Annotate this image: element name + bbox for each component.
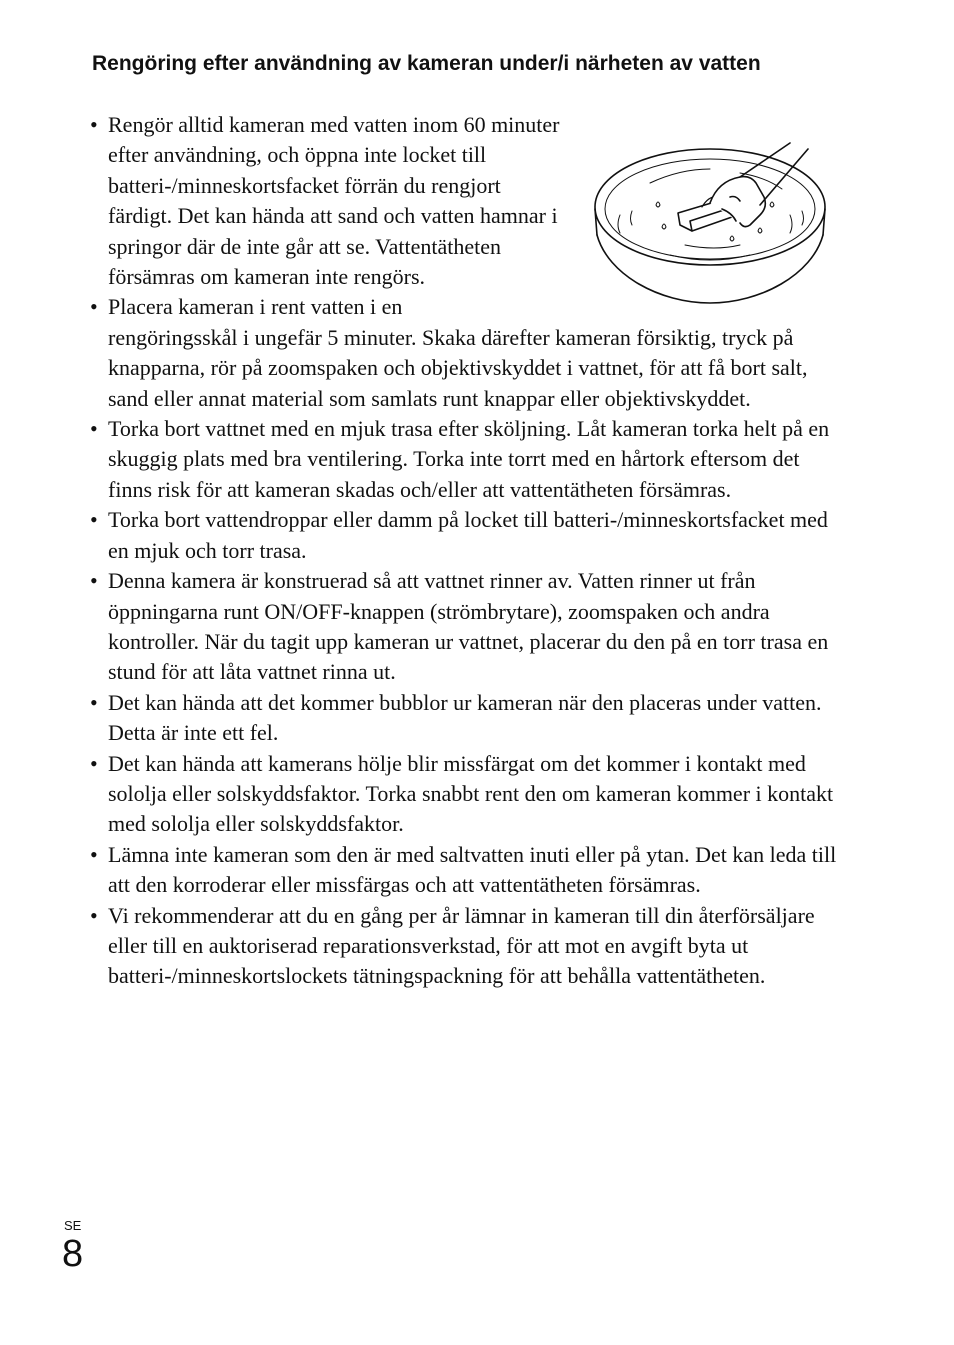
camera-washing-bowl-illustration (590, 135, 830, 310)
list-item (90, 292, 842, 414)
list-item (90, 840, 842, 901)
list-item (90, 566, 842, 688)
list-item (90, 414, 842, 505)
list-item-text: Lämna inte kameran som den är med saltvatten inuti eller på ytan. Det kan leda till att den korroderar eller missfärgas och att vattentätheten försämras. (108, 841, 837, 898)
list-item-text: Torka bort vattnet med en mjuk trasa efter sköljning. Låt kameran torka helt på en skuggig plats med bra ventilering. Torka inte torrt med en hårtork eftersom det finns risk för att kameran skadas och/eller att vattentätheten försämras. (108, 416, 830, 502)
list-item-text: Det kan hända att kamerans hölje blir missfärgat om det kommer i kontakt med sololja eller solskyddsfaktor. Torka snabbt rent den om kameran kommer i kontakt med sololja eller solskyddsfaktor. (108, 750, 834, 837)
page-number: 8 (62, 1233, 84, 1275)
list-item-text-continued: rengöringsskål i ungefär 5 minuter. Skaka därefter kameran försiktig, tryck på knapparna, rör på zoomspaken och objektivskyddet i vattnet, för att få bort salt, sand eller annat material som samlats runt knappar eller objektivskyddet. (108, 324, 808, 411)
list-item (90, 901, 842, 992)
list-item-text: Placera kameran i rent vatten i en (108, 294, 403, 320)
list-item-text: Torka bort vattendroppar eller damm på locket till batteri-/minneskortsfacket med en mjuk och torr trasa. (108, 507, 828, 563)
list-item-text: Denna kamera är konstruerad så att vattnet rinner av. Vatten rinner ut från öppningarna runt ON/OFF-knappen (strömbrytare), zoomspaken och andra kontroller. När du tagit upp kameran ur vattnet, placerar du den på en torr trasa en stund för att låta vattnet rinna ut. (108, 568, 829, 685)
language-code: SE (64, 1218, 82, 1233)
list-item-text: Det kan hända att det kommer bubblor ur kameran när den placeras under vatten. Detta är inte ett fel. (108, 689, 822, 746)
section-heading: Rengöring efter användning av kameran under/i närheten av vatten (92, 52, 761, 75)
list-item-text: • Rengör alltid kameran med vatten inom 60 minuter efter användning, och öppna inte locket till batteri-/minneskortsfacket förrän du rengjort färdigt. Det kan hända att sand och vatten hamnar i springor där de inte går att se. Vattentätheten försämras om kameran inte rengörs. (108, 112, 560, 290)
list-item (90, 688, 842, 749)
list-item-text: Vi rekommenderar att du en gång per år lämnar in kameran till din återförsäljare eller till en auktoriserad reparationsverkstad, för att mot en avgift byta ut batteri-/minneskortslockets tätningspackning för att behålla vattentätheten. (108, 902, 815, 989)
list-item (90, 505, 842, 566)
list-item (90, 749, 842, 840)
